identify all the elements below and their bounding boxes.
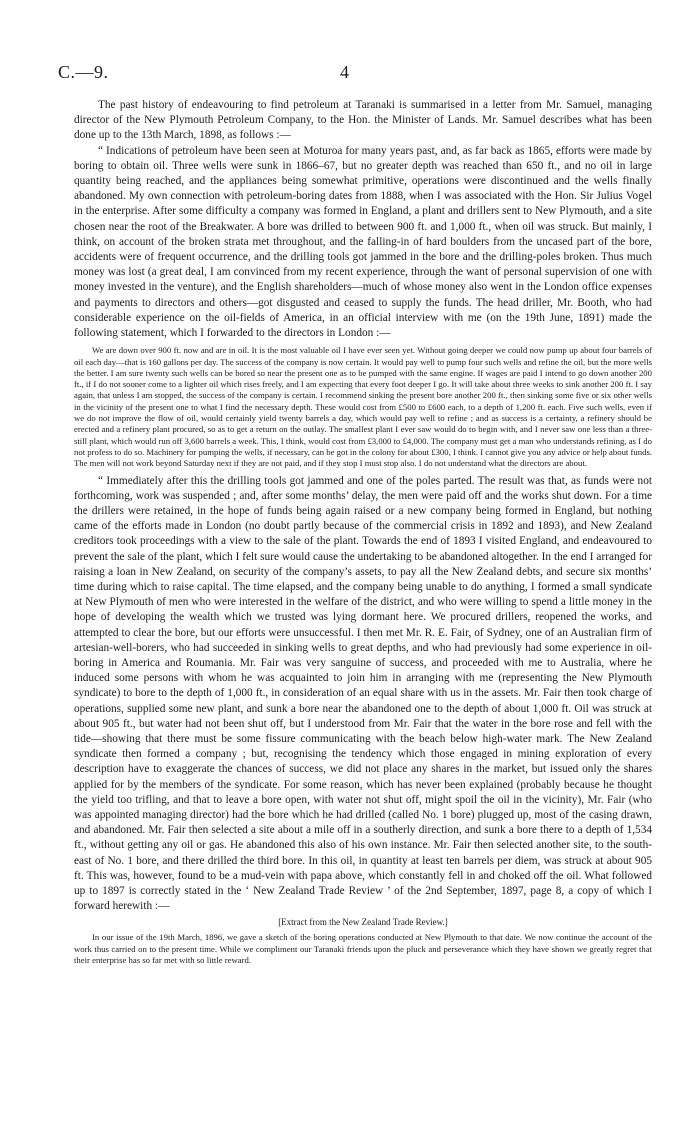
extract-block	[74, 932, 652, 966]
paragraph-intro: The past history of endeavouring to find petroleum at Taranaki is summarised in a letter from Mr. Samuel, managing director of the New Plymouth Petroleum Company, to the Hon. the Minister of Lands. Mr. Samuel describes what has been done up to the 13th March, 1898, as follows :—	[74, 99, 652, 142]
extract-text: In our issue of the 19th March, 1896, we gave a sketch of the boring operations conducted at New Plymouth to that date. We now continue the account of the work thus carried on to the present time. While we compliment our Taranaki friends upon the pluck and perseverance which they have shown we greatly regret that their enterprise has so far met with so little reward.	[74, 932, 652, 965]
page-number: 4	[340, 62, 349, 82]
document-body	[74, 98, 652, 970]
quoted-statement	[74, 345, 652, 469]
paragraph-continued-history: “ Immediately after this the drilling tools got jammed and one of the poles parted. The result was that, as funds were not forthcoming, work was suspended ; and, after some months’ delay, the men were paid off and the works shut down. For a time the drillers were retained, in the hope of funds being again raised or a new company being formed in England, but nothing came of the efforts made in London (no doubt partly because of the commercial crisis in 1892 and 1893), and New Zealand creditors took proceedings with a view to the sale of the plant. Towards the end of 1893 I visited England, and endeavoured to prevent the sale of the plant, which I felt sure would cause the undertaking to be abandoned altogether. In the end I arranged for raising a loan in New Zealand, on security of the company’s assets, to pay all the New Zealand debts, and secure six months’ time during which to raise capital. The time elapsed, and the company being unable to do anything, I formed a small syndicate at New Plymouth of men who were interested in the welfare of the district, and who were willing to spend a little money in the hope of developing the wealth which we trusted was lying dormant here. We procured drillers, reopened the works, and attempted to clear the bore, but our efforts were unsuccessful. I then met Mr. R. E. Fair, of Sydney, one of an Australian firm of artesian-well-borers, who had succeeded in sinking wells to great depths, and who had previously had some experience in oil-boring in America and Roumania. Mr. Fair was very sanguine of success, and proceeded with me to Australia, where he induced some persons with whom he was acquainted to join him in arranging with me (representing the New Plymouth syndicate) to bore to the depth of 1,000 ft., in consideration of an equal share with us in the assets. Mr. Fair then took charge of operations, supplied some new plant, and sunk a bore near the abandoned one to the depth of about 1,000 ft. Oil was struck at about 905 ft., but water had not been shut off, but I understood from Mr. Fair that the water in the bore rose and fell with the tide—showing that there must be some fissure communicating with the beach below high-water mark. The New Zealand syndicate then formed a company ; but, recognising the tendency which those engaged in mining exploration of every description have to exaggerate the chances of success, we did not place any shares in the market, but issued only the shares applied for by the members of the syndicate. For some reason, which has never been explained (probably because he thought the yield too trifling, and that to leave a bore open, with water not shut off, might spoil the oil in the vicinity), Mr. Fair (who was appointed managing director) had the bore which he had drilled (called No. 1 bore) plugged up, most of the casing drawn, and abandoned. Mr. Fair then selected a site about a mile off in a southerly direction, and sunk a bore there to a depth of 1,534 ft., without getting any oil or gas. He abandoned this also of his own instance. Mr. Fair then selected another site, to the south-east of No. 1 bore, and there drilled the third bore. In this oil, in quantity at least ten barrels per diem, was struck at about 905 ft. This was, however, found to be a mud-vein with papa above, which constantly fell in and choked off the oil. What followed up to 1897 is correctly stated in the ‘ New Zealand Trade Review ’ of the 2nd September, 1897, page 8, a copy of which I forward herewith :—	[74, 474, 652, 913]
extract-heading: [Extract from the New Zealand Trade Review.]	[278, 917, 448, 928]
document-code: C.—9.	[58, 62, 109, 82]
paragraph-letter-history: “ Indications of petroleum have been seen at Moturoa for many years past, and, as far back as 1865, efforts were made by boring to obtain oil. Three wells were sunk in 1866–67, but no greater depth was reached than 650 ft., and no oil in large quantity being reached, and the appliances being somewhat primitive, operations were discontinued and the wells finally abandoned. My own connection with petroleum-boring dates from 1888, when I was associated with the Hon. Sir Julius Vogel in the enterprise. After some difficulty a company was formed in England, a plant and drillers sent to New Plymouth, and a site chosen near the root of the Breakwater. A bore was drilled to between 900 ft. and 1,000 ft., when oil was struck. But mainly, I think, on account of the broken strata met throughout, and the falling-in of hard boulders from the uncased part of the bore, accidents were of frequent occurrence, and the drilling tools got jammed in the bore and the drilling-poles broken. Thus much money was lost (a great deal, I am convinced from my recent experience, through the want of personal supervision of one with money invested in the venture), and the English shareholders—much of whose money also went in the London office expenses and payments to directors and others—got disgusted and ceased to supply the funds. The head driller, Mr. Booth, who had considerable experience on the oil-fields of America, in an official interview with me (on the 19th June, 1891) made the following statement, which I forwarded to the directors in London :—	[74, 144, 652, 340]
quoted-statement-text: We are down over 900 ft. now and are in oil. It is the most valuable oil I have ever seen yet. Without going deeper we could now pump up about four barrels of oil each day—that is 160 gallons per day. The success of the company is now certain. It would pay well to pump four such wells and refine the oil, but the more wells the better. I am sure twenty such wells can be bored so near the present one as to be pumped with the same engine. If wages are paid I intend to go down another 200 ft., if I do not sooner come to a lighter oil which rises freely, and I am expecting that every foot deeper I go. It will take about three weeks to sink another 200 ft. I say again, that unless I am stopped, the success of the company is certain. I recommend sinking the present bore another 200 ft., then sinking some five or six other wells in the vicinity of the present one to what I find the necessary depth. These would cost from £500 to £600 each, to a depth of 1,200 ft. each. Five such wells, even if we do not improve the flow of oil, would certainly yield twenty barrels a day, which would pay well to refine ; and as success is a certainty, a refinery should be erected and a refinery plant procured, so as to get a return on the outlay. The smallest plant I ever saw would do to begin with, and I never saw one less than a three-still plant, which would run off 3,600 barrels a week. This, I think, would cost from £3,000 to £4,000. The company must get a man who understands refining, as I do not profess to do so. Machinery for pumping the wells, if necessary, can be got in the colony for about £300, I think. I cannot give you any advice or help about funds. The men will not work beyond Saturday next if they are not paid, and if they stop I must stop also. I do not understand what the directors are about.	[74, 345, 652, 469]
